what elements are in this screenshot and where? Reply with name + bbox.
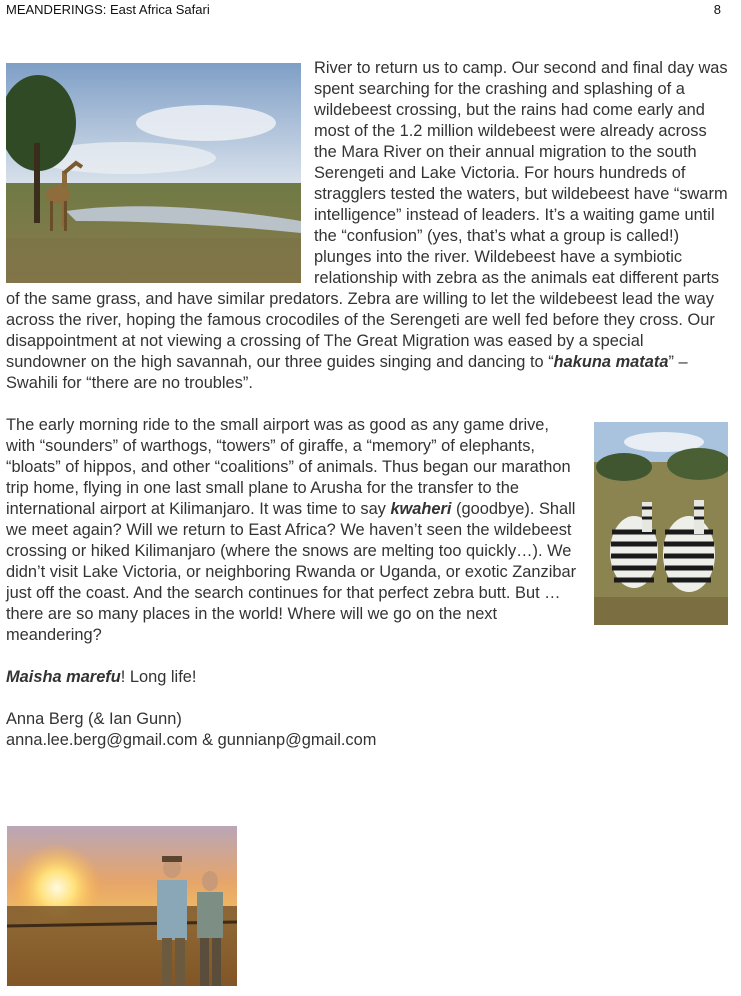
page-header <box>6 2 721 20</box>
document-title: MEANDERINGS: East Africa Safari <box>6 2 210 17</box>
phrase-maisha-marefu: Maisha marefu <box>6 668 121 686</box>
paragraph-2: The early morning ride to the small airport was as good as any game drive, with “sounders” of warthogs, “towers” of giraffe, a “memory” of elephants, “bloats” of hippos, and other “coalitions” of animals. Thus began our marathon trip home, flying in one last small plane to Arusha for the transfer to the international airport at Kilimanjaro. It was time to say kwaheri (goodbye). Shall we meet again? Will we return to East Africa? We haven’t seen the wildebeest crossing or hiked Kilimanjaro (where the snows are melting too quickly…). We didn’t visit Lake Victoria, or neighboring Rwanda or Uganda, or exotic Zanzibar just off the coast. And the search continues for that perfect zebra butt. But … there are so many places in the world! Where will we go on the next meandering? <box>6 416 577 644</box>
closing-line: Maisha marefu! Long life! <box>6 668 197 686</box>
article-body <box>6 58 728 751</box>
signature-names: Anna Berg (& Ian Gunn) <box>6 710 182 728</box>
paragraph-1: River to return us to camp. Our second and final day was spent searching for the crashing and splashing of a wildebeest crossing, but the rains had come early and most of the 1.2 million wildebeest were already across the Mara River on their annual migration to the south Serengeti and Lake Victoria. For hours hundreds of stragglers tested the waters, but wildebeest have “swarm intelligence” instead of leaders. It’s a waiting game until the “confusion” (yes, that’s what a group is called!) plunges into the river. Wildebeest have a symbiotic relationship with zebra as the animals eat different parts of the same grass, and have similar predators. Zebra are willing to let the wildebeest lead the way across the river, hoping the famous crocodiles of the Serengeti are well fed before they cross. Our disappointment at not viewing a crossing of The Great Migration was eased by a special sundowner on the high savannah, our three guides singing and dancing to “hakuna matata” – Swahili for “there are no troubles”. <box>6 59 728 392</box>
zebras-photo <box>594 422 728 625</box>
page-number: 8 <box>713 2 721 17</box>
sunset-couple-photo <box>7 826 237 986</box>
phrase-hakuna-matata: hakuna matata <box>553 353 669 371</box>
word-kwaheri: kwaheri <box>390 500 452 518</box>
giraffe-river-photo <box>6 63 301 283</box>
signature-emails: anna.lee.berg@gmail.com & gunnianp@gmail.com <box>6 731 377 749</box>
